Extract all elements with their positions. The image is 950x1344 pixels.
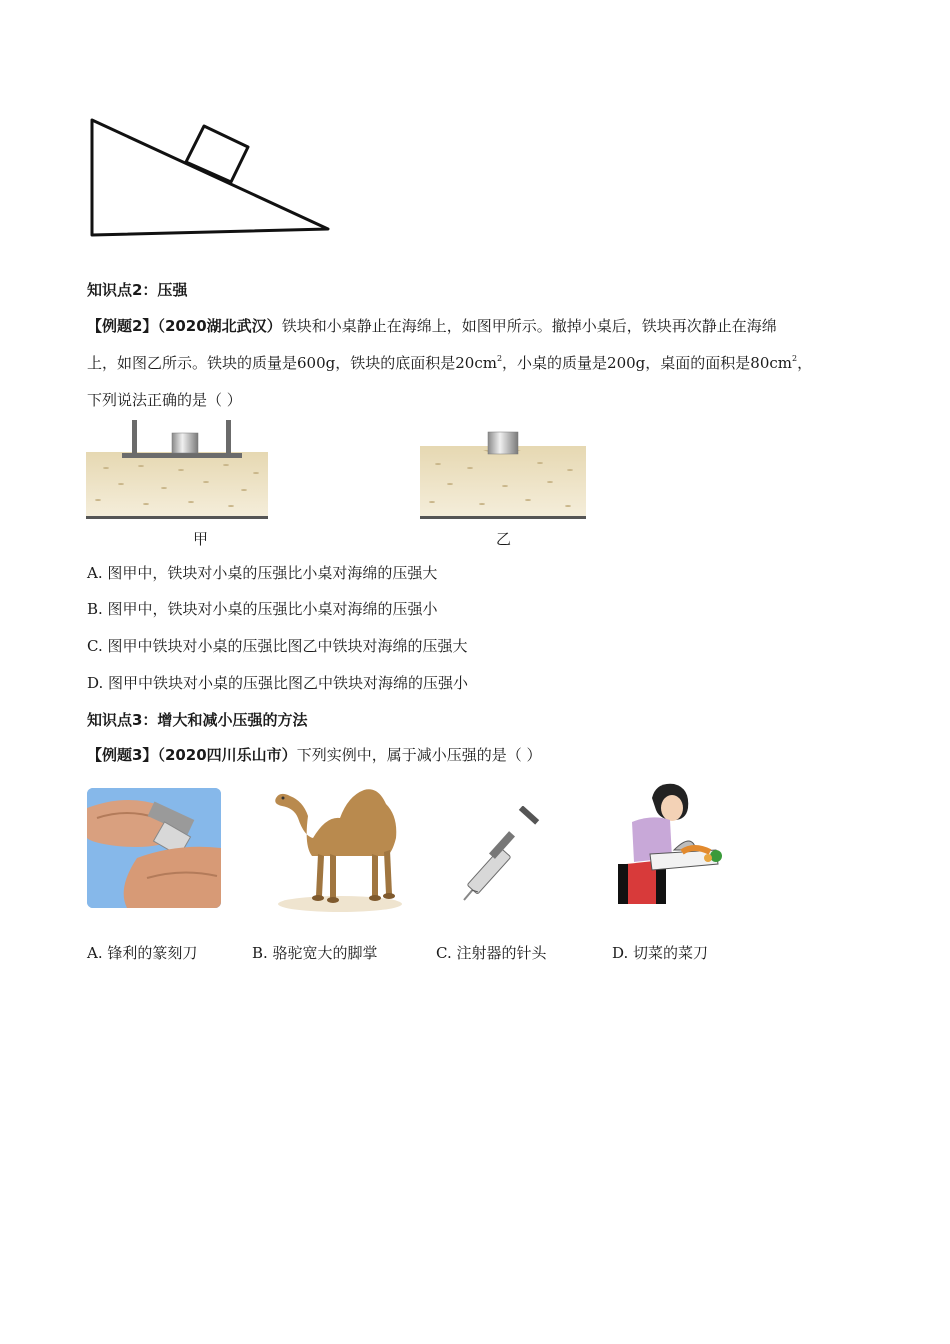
section-heading-2: 知识点2：压强 — [87, 281, 188, 299]
example-3-line — [87, 745, 541, 765]
section-heading-3: 知识点3：增大和减小压强的方法 — [87, 711, 308, 729]
figure-b-block-on-sponge — [420, 418, 588, 528]
example-3-tag: 【例题3】 — [87, 746, 158, 764]
block-on-incline — [186, 126, 248, 182]
syringe-image — [458, 806, 550, 906]
example-2-option-a: A. 图甲中，铁块对小桌的压强比小桌对海绵的压强大 — [87, 564, 438, 582]
example-2-option-d: D. 图甲中铁块对小桌的压强比图乙中铁块对海绵的压强小 — [87, 674, 469, 692]
example-2-line-3: 下列说法正确的是（ ） — [87, 391, 242, 409]
example-2-text-1: 铁块和小桌静止在海绵上，如图甲所示。撤掉小桌后，铁块再次静止在海绵 — [281, 317, 777, 335]
carving-knife-illustration — [87, 788, 221, 908]
kitchen-knife-image — [612, 780, 730, 908]
example-2-text-2a: 上，如图乙所示。铁块的质量是600g，铁块的底面积是20cm — [87, 354, 497, 372]
kitchen-knife-illustration — [612, 780, 730, 908]
camel-illustration — [268, 776, 408, 914]
incline-figure — [86, 112, 336, 242]
superscript-2: 2 — [792, 354, 798, 363]
example-2-line-2 — [87, 353, 812, 373]
syringe-illustration — [458, 806, 550, 906]
example-2-source: （2020湖北武汉） — [157, 317, 282, 335]
example-2-option-b: B. 图甲中，铁块对小桌的压强比小桌对海绵的压强小 — [87, 600, 438, 618]
example-3-option-b: B. 骆驼宽大的脚掌 — [252, 944, 378, 962]
figure-a-label: 甲 — [193, 530, 209, 548]
example-3-option-a: A. 锋利的篆刻刀 — [87, 944, 198, 962]
camel-image — [268, 776, 408, 914]
figure-a-table-on-sponge — [86, 418, 270, 528]
example-2-text-2c: ， — [797, 354, 813, 372]
example-2-tag: 【例题2】 — [87, 317, 158, 335]
example-3-question: 下列实例中，属于减小压强的是（ ） — [296, 746, 542, 764]
figure-b-label: 乙 — [496, 530, 512, 548]
example-2-line-1 — [87, 316, 777, 336]
example-3-option-c: C. 注射器的针头 — [436, 944, 547, 962]
example-3-source: （2020四川乐山市） — [157, 746, 297, 764]
example-2-option-c: C. 图甲中铁块对小桌的压强比图乙中铁块对海绵的压强大 — [87, 637, 468, 655]
superscript-1: 2 — [496, 354, 503, 363]
example-2-text-2b: ，小桌的质量是200g，桌面的面积是80cm — [502, 354, 792, 372]
incline-triangle — [92, 120, 328, 235]
carving-knife-image — [87, 788, 221, 908]
example-3-option-d: D. 切菜的菜刀 — [612, 944, 709, 962]
